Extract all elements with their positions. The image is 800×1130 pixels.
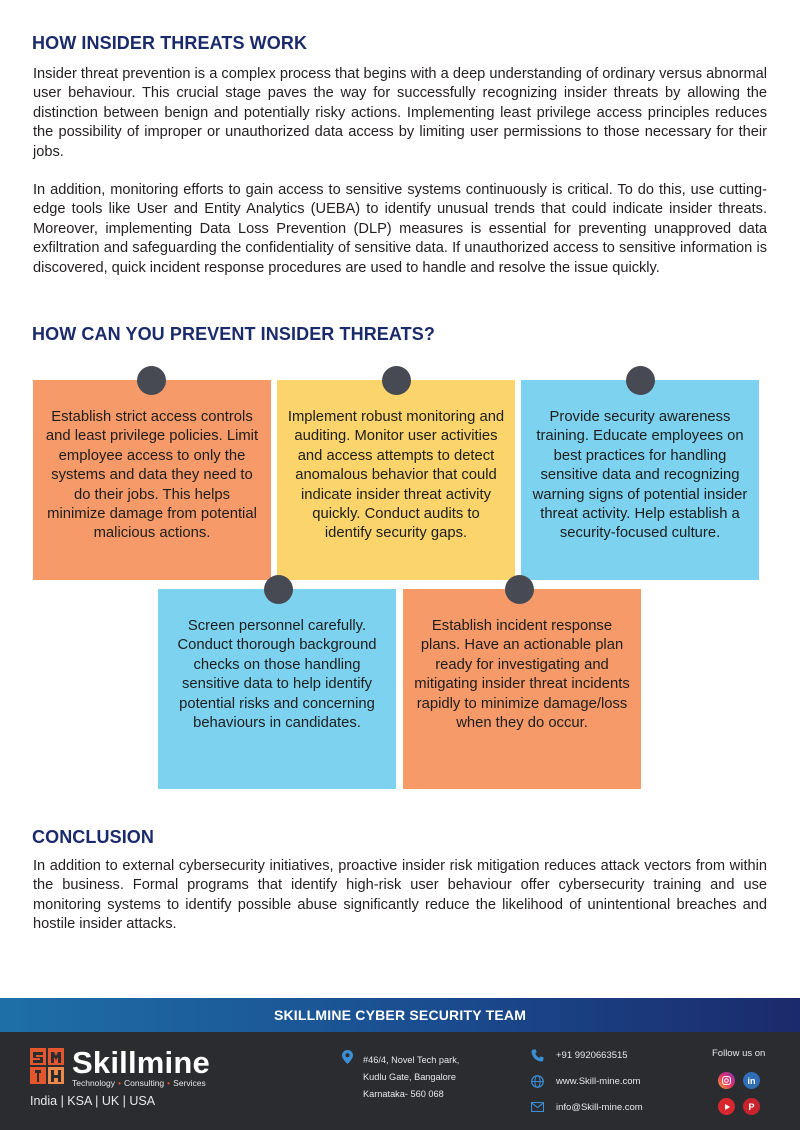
phone-number[interactable]: +91 9920663515 bbox=[556, 1050, 628, 1061]
regions-list: India | KSA | UK | USA bbox=[30, 1094, 156, 1108]
card-marker-dot bbox=[626, 366, 655, 395]
card-marker-dot bbox=[137, 366, 166, 395]
card-text: Provide security awareness training. Educate employees on best practices for handling sensitive data and recognizing warning signs of potential insider threat activity. Help establish a security-focused culture. bbox=[532, 409, 748, 542]
card-marker-dot bbox=[505, 575, 534, 604]
card-text: Establish strict access controls and least privilege policies. Limit employee access to only the systems and data they need to do their jobs. This helps minimize damage from potential malicious actions. bbox=[45, 409, 259, 542]
card-text: Implement robust monitoring and auditing. Monitor user activities and access attempts to detect anomalous behavior that could indicate insider threat activity quickly. Conduct audits to identify security gaps. bbox=[287, 409, 505, 542]
instagram-icon[interactable] bbox=[718, 1072, 735, 1089]
card-marker-dot bbox=[264, 575, 293, 604]
prevention-card-monitoring bbox=[277, 380, 515, 580]
section-heading-conclusion: CONCLUSION bbox=[32, 827, 154, 847]
prevention-card-access-controls bbox=[33, 380, 271, 580]
brand-name: Skillmine bbox=[72, 1045, 210, 1080]
office-address bbox=[363, 1052, 459, 1103]
footer-title-band bbox=[0, 998, 800, 1032]
tagline-item: Services bbox=[173, 1078, 206, 1088]
address-line: #46/4, Novel Tech park, bbox=[363, 1055, 460, 1065]
tagline-item: Technology bbox=[72, 1078, 116, 1088]
skillmine-logo-icon bbox=[30, 1048, 64, 1084]
email-link[interactable]: info@Skill-mine.com bbox=[556, 1102, 643, 1113]
card-marker-dot bbox=[382, 366, 411, 395]
prevention-card-awareness-training bbox=[521, 380, 759, 580]
pinterest-icon[interactable]: P bbox=[743, 1098, 760, 1115]
linkedin-icon[interactable]: in bbox=[743, 1072, 760, 1089]
section-heading-how-insider-threats-work: HOW INSIDER THREATS WORK bbox=[32, 33, 308, 53]
intro-paragraph-2: In addition, monitoring efforts to gain access to sensitive systems continuously is critical. To do this, use cutting-edge tools like User and Entity Analytics (UEBA) to identify unusual trends that could indicate insider threats. Moreover, implementing Data Loss Prevention (DLP) measures is essential for preventing unapproved data exfiltration and safeguarding the confidentiality of sensitive data. If unauthorized access to sensitive information is discovered, quick incident response procedures are used to handle and resolve the issue quickly. bbox=[33, 182, 767, 276]
follow-us-label: Follow us on bbox=[712, 1048, 766, 1059]
intro-paragraph-1: Insider threat prevention is a complex process that begins with a deep understanding of ordinary versus abnormal user behaviour. This crucial stage paves the way for successfully recognizing insider threats by allowing the distinction between benign and potentially risky actions. Implementing least privilege access principles reduces the possibility of improper or unauthorized data access by limiting user permissions to those necessary for their jobs. bbox=[33, 66, 767, 160]
address-line: Kudlu Gate, Bangalore bbox=[363, 1072, 456, 1082]
prevention-card-incident-response bbox=[403, 589, 641, 789]
conclusion-paragraph: In addition to external cybersecurity initiatives, proactive insider risk mitigation reduces attack vectors from within the business. Formal programs that identify high-risk user behaviour offer cybersecurity training and use monitoring systems to identify possible abuse significantly reduce the likelihood of unintentional breaches and hostile insider attacks. bbox=[33, 858, 767, 933]
card-text: Establish incident response plans. Have an actionable plan ready for investigating and mitigating insider threat incidents rapidly to minimize damage/loss when they do occur. bbox=[414, 618, 630, 732]
footer bbox=[0, 1032, 800, 1130]
globe-icon bbox=[531, 1075, 544, 1088]
section-heading-prevent-insider-threats: HOW CAN YOU PREVENT INSIDER THREATS? bbox=[32, 324, 435, 344]
footer-band-title: SKILLMINE CYBER SECURITY TEAM bbox=[273, 1007, 527, 1023]
prevention-card-screen-personnel bbox=[158, 589, 396, 789]
website-link[interactable]: www.Skill-mine.com bbox=[556, 1076, 641, 1087]
phone-icon bbox=[531, 1049, 544, 1062]
location-pin-icon bbox=[342, 1050, 353, 1064]
brand-tagline: Technology • Consulting • Services bbox=[72, 1078, 206, 1088]
email-icon bbox=[531, 1102, 544, 1112]
youtube-icon[interactable] bbox=[718, 1098, 735, 1115]
address-line: Karnataka- 560 068 bbox=[363, 1089, 444, 1099]
tagline-item: Consulting bbox=[124, 1078, 165, 1088]
card-text: Screen personnel carefully. Conduct thorough background checks on those handling sensitive data to help identify potential risks and concerning behaviours in candidates. bbox=[177, 618, 377, 732]
